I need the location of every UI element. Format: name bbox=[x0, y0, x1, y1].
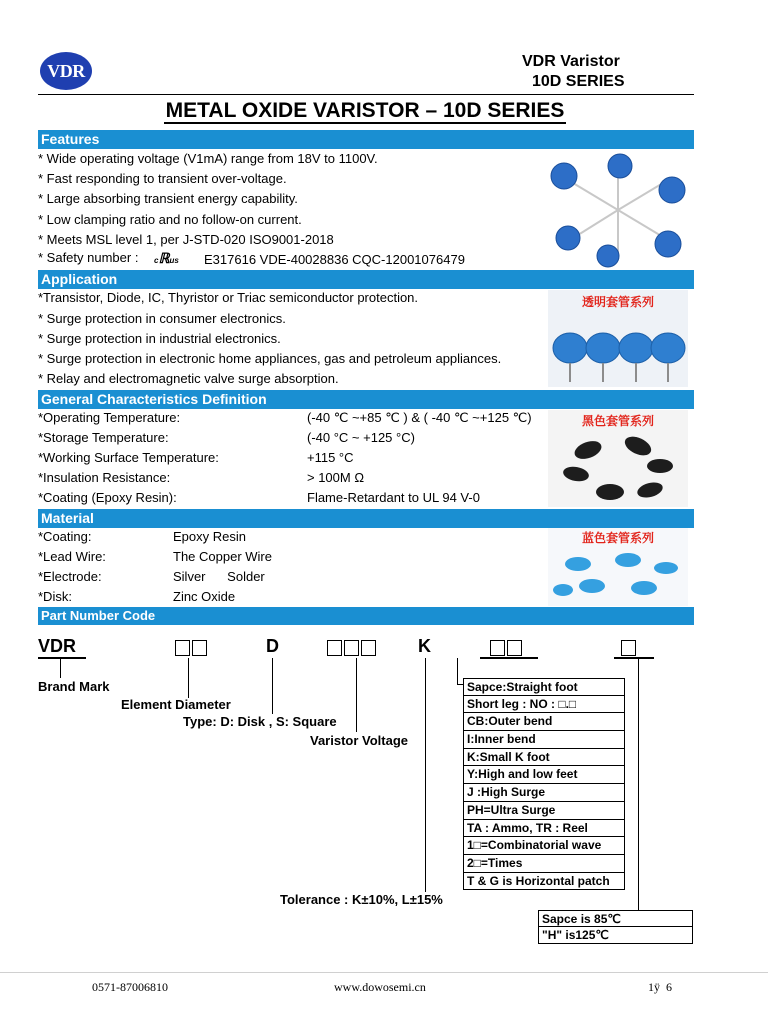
option-row: PH=Ultra Surge bbox=[463, 802, 625, 820]
safety-label: * Safety number : bbox=[38, 250, 139, 265]
connector-line bbox=[272, 658, 273, 714]
characteristic-label: *Storage Temperature: bbox=[38, 430, 169, 445]
temp-option-row: "H" is125℃ bbox=[538, 927, 693, 944]
series-line: 10D SERIES bbox=[532, 73, 625, 90]
feature-item: * Meets MSL level 1, per J-STD-020 ISO9001-2018 bbox=[38, 232, 334, 247]
safety-numbers: E317616 VDE-40028836 CQC-12001076479 bbox=[204, 252, 465, 267]
connector-line bbox=[60, 658, 61, 678]
application-item: * Surge protection in industrial electronics. bbox=[38, 331, 281, 346]
option-row: J :High Surge bbox=[463, 784, 625, 802]
feature-item: * Low clamping ratio and no follow-on current. bbox=[38, 212, 302, 227]
characteristic-label: *Working Surface Temperature: bbox=[38, 450, 219, 465]
image-caption: 黑色套管系列 bbox=[581, 414, 654, 428]
brand-mark-label: Brand Mark bbox=[38, 679, 110, 694]
option-row: Y:High and low feet bbox=[463, 766, 625, 784]
option-row: 1□=Combinatorial wave bbox=[463, 837, 625, 855]
option-row: K:Small K foot bbox=[463, 749, 625, 767]
feature-item: * Fast responding to transient over-voltage. bbox=[38, 171, 287, 186]
code-vdr: VDR bbox=[38, 636, 77, 656]
characteristic-value: > 100M Ω bbox=[307, 470, 365, 485]
application-heading: Application bbox=[38, 270, 694, 289]
image-caption: 透明套管系列 bbox=[581, 295, 654, 309]
material-value: The Copper Wire bbox=[173, 549, 272, 564]
footer-page-number: 1ÿ 6 bbox=[648, 980, 672, 994]
characteristic-value: (-40 °C ~ +125 °C) bbox=[307, 430, 415, 445]
varistor-voltage-label: Varistor Voltage bbox=[310, 733, 409, 748]
footer-phone: 0571-87006810 bbox=[92, 980, 168, 994]
ul-certification-mark: cℝus bbox=[154, 250, 179, 266]
characteristic-label: *Operating Temperature: bbox=[38, 410, 181, 425]
footer-divider bbox=[0, 972, 768, 973]
temp-option-row: Sapce is 85℃ bbox=[538, 910, 693, 927]
black-sleeve-image bbox=[548, 410, 688, 507]
option-row: Short leg : NO : □.□ bbox=[463, 696, 625, 714]
feature-item: * Large absorbing transient energy capability. bbox=[38, 191, 298, 206]
material-value: Silver Solder bbox=[173, 569, 265, 584]
brand-line: VDR Varistor bbox=[522, 53, 620, 70]
blue-sleeve-image bbox=[548, 528, 688, 606]
code-underline bbox=[38, 657, 86, 659]
material-label: *Disk: bbox=[38, 589, 72, 604]
characteristic-value: (-40 ℃ ~+85 ℃ ) & ( -40 ℃ ~+125 ℃) bbox=[307, 410, 532, 425]
material-value: Epoxy Resin bbox=[173, 529, 246, 544]
characteristic-value: +115 °C bbox=[307, 450, 354, 465]
code-k: K bbox=[418, 636, 431, 656]
part-number-heading: Part Number Code bbox=[38, 607, 694, 625]
option-row: TA : Ammo, TR : Reel bbox=[463, 820, 625, 838]
transparent-sleeve-image bbox=[548, 290, 688, 387]
options-table bbox=[463, 678, 625, 890]
diameter-boxes bbox=[175, 640, 209, 661]
page-title: METAL OXIDE VARISTOR – 10D SERIES bbox=[165, 99, 565, 122]
application-item: * Relay and electromagnetic valve surge absorption. bbox=[38, 371, 339, 386]
option-row: T & G is Horizontal patch bbox=[463, 873, 625, 891]
option-row: CB:Outer bend bbox=[463, 713, 625, 731]
characteristic-label: *Insulation Resistance: bbox=[38, 470, 171, 485]
image-caption: 蓝色套管系列 bbox=[581, 531, 654, 545]
element-diameter-label: Element Diameter bbox=[121, 697, 231, 712]
voltage-boxes bbox=[327, 640, 378, 661]
connector-line bbox=[457, 658, 458, 684]
connector-line bbox=[638, 658, 639, 910]
application-item: * Surge protection in electronic home appliances, gas and petroleum appliances. bbox=[38, 351, 502, 366]
features-heading: Features bbox=[38, 130, 694, 149]
option-row: Sapce:Straight foot bbox=[463, 678, 625, 696]
varistor-star-image bbox=[548, 152, 688, 269]
option-row: 2□=Times bbox=[463, 855, 625, 873]
material-label: *Lead Wire: bbox=[38, 549, 106, 564]
connector-line bbox=[188, 658, 189, 698]
tolerance-label: Tolerance : K±10%, L±15% bbox=[280, 892, 443, 907]
connector-line bbox=[425, 658, 426, 892]
material-label: *Electrode: bbox=[38, 569, 102, 584]
material-label: *Coating: bbox=[38, 529, 92, 544]
code-underline bbox=[480, 657, 538, 659]
temp-options-table bbox=[538, 910, 693, 944]
footer-website[interactable]: www.dowosemi.cn bbox=[334, 980, 426, 994]
type-label: Type: D: Disk , S: Square bbox=[183, 714, 337, 729]
material-heading: Material bbox=[38, 509, 694, 528]
code-underline bbox=[614, 657, 654, 659]
characteristic-label: *Coating (Epoxy Resin): bbox=[38, 490, 177, 505]
header-divider bbox=[38, 94, 694, 95]
material-value: Zinc Oxide bbox=[173, 589, 236, 604]
feature-item: * Wide operating voltage (V1mA) range from 18V to 1100V. bbox=[38, 151, 378, 166]
application-item: * Surge protection in consumer electronics. bbox=[38, 311, 286, 326]
option-row: I:Inner bend bbox=[463, 731, 625, 749]
vdr-logo: VDR bbox=[40, 52, 92, 90]
connector-line bbox=[356, 658, 357, 732]
application-item: *Transistor, Diode, IC, Thyristor or Triac semiconductor protection. bbox=[38, 290, 419, 305]
characteristic-value: Flame-Retardant to UL 94 V-0 bbox=[307, 490, 480, 505]
characteristics-heading: General Characteristics Definition bbox=[38, 390, 694, 409]
code-d: D bbox=[266, 636, 279, 656]
